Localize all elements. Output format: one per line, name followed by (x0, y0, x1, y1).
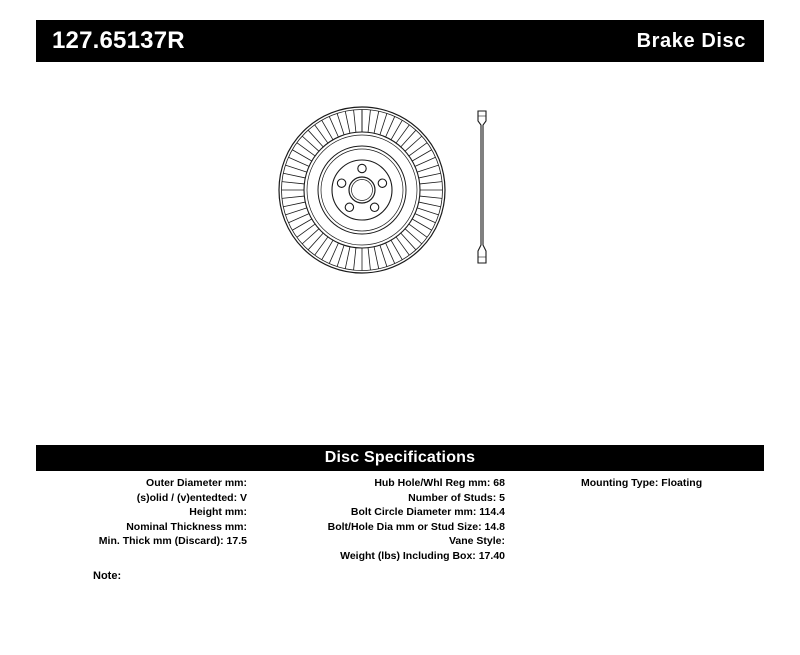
stud-holes (337, 164, 386, 211)
spec-column-right (536, 476, 764, 491)
disc-specifications-bar (36, 445, 764, 471)
spec-item: Height mm: (189, 506, 247, 519)
spec-item: Bolt Circle Diameter mm: 114.4 (350, 506, 505, 519)
spec-item: Bolt/Hole Dia mm or Stud Size: 14.8 (327, 520, 505, 533)
vane-hatch (282, 110, 443, 271)
part-number: 127.65137R (52, 27, 185, 54)
note-label: Note: (93, 570, 122, 582)
spec-column-left (36, 476, 247, 549)
page-title: Brake Disc (636, 30, 746, 52)
brake-rotor-face-view (279, 107, 445, 273)
disc-specifications-title: Disc Specifications (324, 449, 476, 466)
spec-item: (s)olid / (v)entedted: V (136, 491, 247, 504)
spec-item: Hub Hole/Whl Reg mm: 68 (374, 477, 505, 489)
spec-item: Nominal Thickness mm: (126, 520, 247, 533)
spec-item: Mounting Type: Floating (581, 477, 703, 489)
spec-column-middle (258, 476, 505, 564)
spec-item: Weight (lbs) Including Box: 17.40 (340, 549, 505, 562)
spec-item: Number of Studs: 5 (408, 491, 505, 504)
rotor-drawing-svg (270, 95, 530, 285)
header-bar (36, 20, 764, 62)
spec-item: Min. Thick mm (Discard): 17.5 (98, 535, 247, 548)
brake-rotor-edge-view (478, 111, 486, 263)
spec-item: Vane Style: (448, 535, 505, 548)
product-drawing (270, 95, 530, 285)
specifications (36, 476, 764, 571)
spec-item: Outer Diameter mm: (146, 477, 247, 489)
